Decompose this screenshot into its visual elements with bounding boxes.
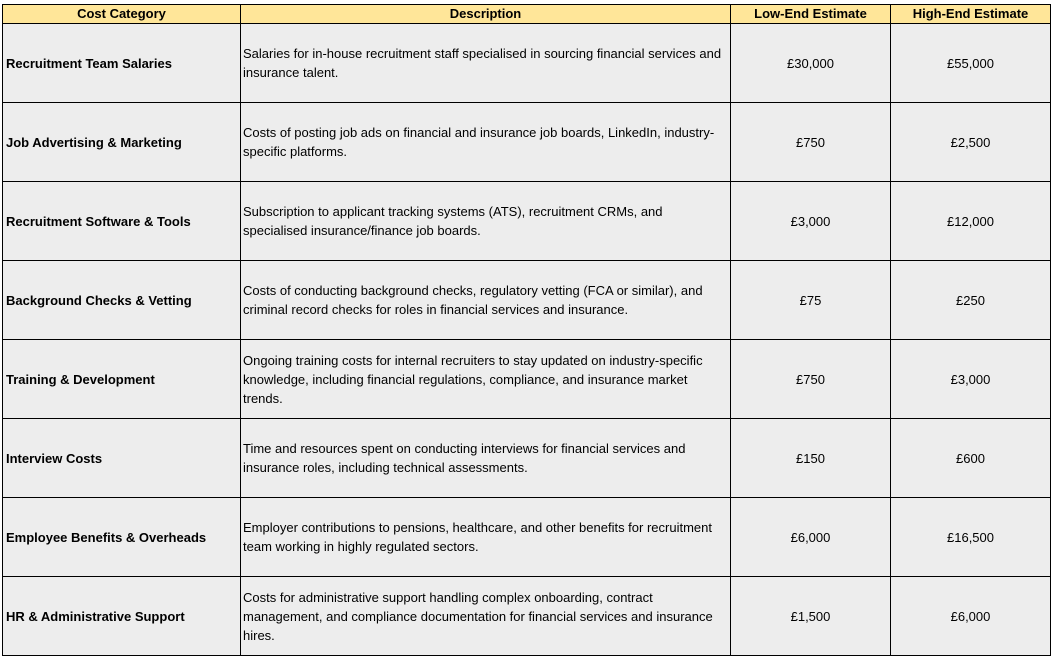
cost-category-cell[interactable]: Recruitment Software & Tools (3, 182, 241, 261)
table-row (3, 419, 1051, 498)
low-estimate-cell[interactable]: £75 (731, 261, 891, 340)
description-cell[interactable]: Costs for administrative support handling complex onboarding, contract management, and compliance documentation for financial services and insurance hires. (241, 577, 731, 656)
cost-category-cell[interactable]: HR & Administrative Support (3, 577, 241, 656)
description-cell[interactable]: Time and resources spent on conducting interviews for financial services and insurance roles, including technical assessments. (241, 419, 731, 498)
table-row (3, 261, 1051, 340)
table-row (3, 103, 1051, 182)
low-estimate-cell[interactable]: £150 (731, 419, 891, 498)
low-estimate-cell[interactable]: £3,000 (731, 182, 891, 261)
cost-category-cell[interactable]: Job Advertising & Marketing (3, 103, 241, 182)
cost-category-cell[interactable]: Recruitment Team Salaries (3, 24, 241, 103)
description-cell[interactable]: Employer contributions to pensions, healthcare, and other benefits for recruitment team working in highly regulated sectors. (241, 498, 731, 577)
table-row (3, 182, 1051, 261)
description-cell[interactable]: Costs of conducting background checks, regulatory vetting (FCA or similar), and criminal record checks for roles in financial services and insurance. (241, 261, 731, 340)
table-row (3, 577, 1051, 656)
high-estimate-cell[interactable]: £16,500 (891, 498, 1051, 577)
cost-category-cell[interactable]: Employee Benefits & Overheads (3, 498, 241, 577)
low-estimate-cell[interactable]: £6,000 (731, 498, 891, 577)
table-row (3, 340, 1051, 419)
header-description[interactable]: Description (241, 5, 731, 24)
description-cell[interactable]: Costs of posting job ads on financial and insurance job boards, LinkedIn, industry-specific platforms. (241, 103, 731, 182)
description-cell[interactable]: Subscription to applicant tracking systems (ATS), recruitment CRMs, and specialised insurance/finance job boards. (241, 182, 731, 261)
high-estimate-cell[interactable]: £6,000 (891, 577, 1051, 656)
high-estimate-cell[interactable]: £600 (891, 419, 1051, 498)
high-estimate-cell[interactable]: £3,000 (891, 340, 1051, 419)
header-high-end-estimate[interactable]: High-End Estimate (891, 5, 1051, 24)
table-row (3, 498, 1051, 577)
cost-category-cell[interactable]: Background Checks & Vetting (3, 261, 241, 340)
cost-category-cell[interactable]: Interview Costs (3, 419, 241, 498)
table-row (3, 24, 1051, 103)
low-estimate-cell[interactable]: £30,000 (731, 24, 891, 103)
cost-category-cell[interactable]: Training & Development (3, 340, 241, 419)
low-estimate-cell[interactable]: £750 (731, 103, 891, 182)
header-low-end-estimate[interactable]: Low-End Estimate (731, 5, 891, 24)
cost-table (2, 4, 1051, 656)
header-row (3, 5, 1051, 24)
high-estimate-cell[interactable]: £12,000 (891, 182, 1051, 261)
low-estimate-cell[interactable]: £750 (731, 340, 891, 419)
high-estimate-cell[interactable]: £250 (891, 261, 1051, 340)
low-estimate-cell[interactable]: £1,500 (731, 577, 891, 656)
high-estimate-cell[interactable]: £2,500 (891, 103, 1051, 182)
header-cost-category[interactable]: Cost Category (3, 5, 241, 24)
high-estimate-cell[interactable]: £55,000 (891, 24, 1051, 103)
description-cell[interactable]: Ongoing training costs for internal recruiters to stay updated on industry-specific knowledge, including financial regulations, compliance, and insurance market trends. (241, 340, 731, 419)
description-cell[interactable]: Salaries for in-house recruitment staff specialised in sourcing financial services and insurance talent. (241, 24, 731, 103)
